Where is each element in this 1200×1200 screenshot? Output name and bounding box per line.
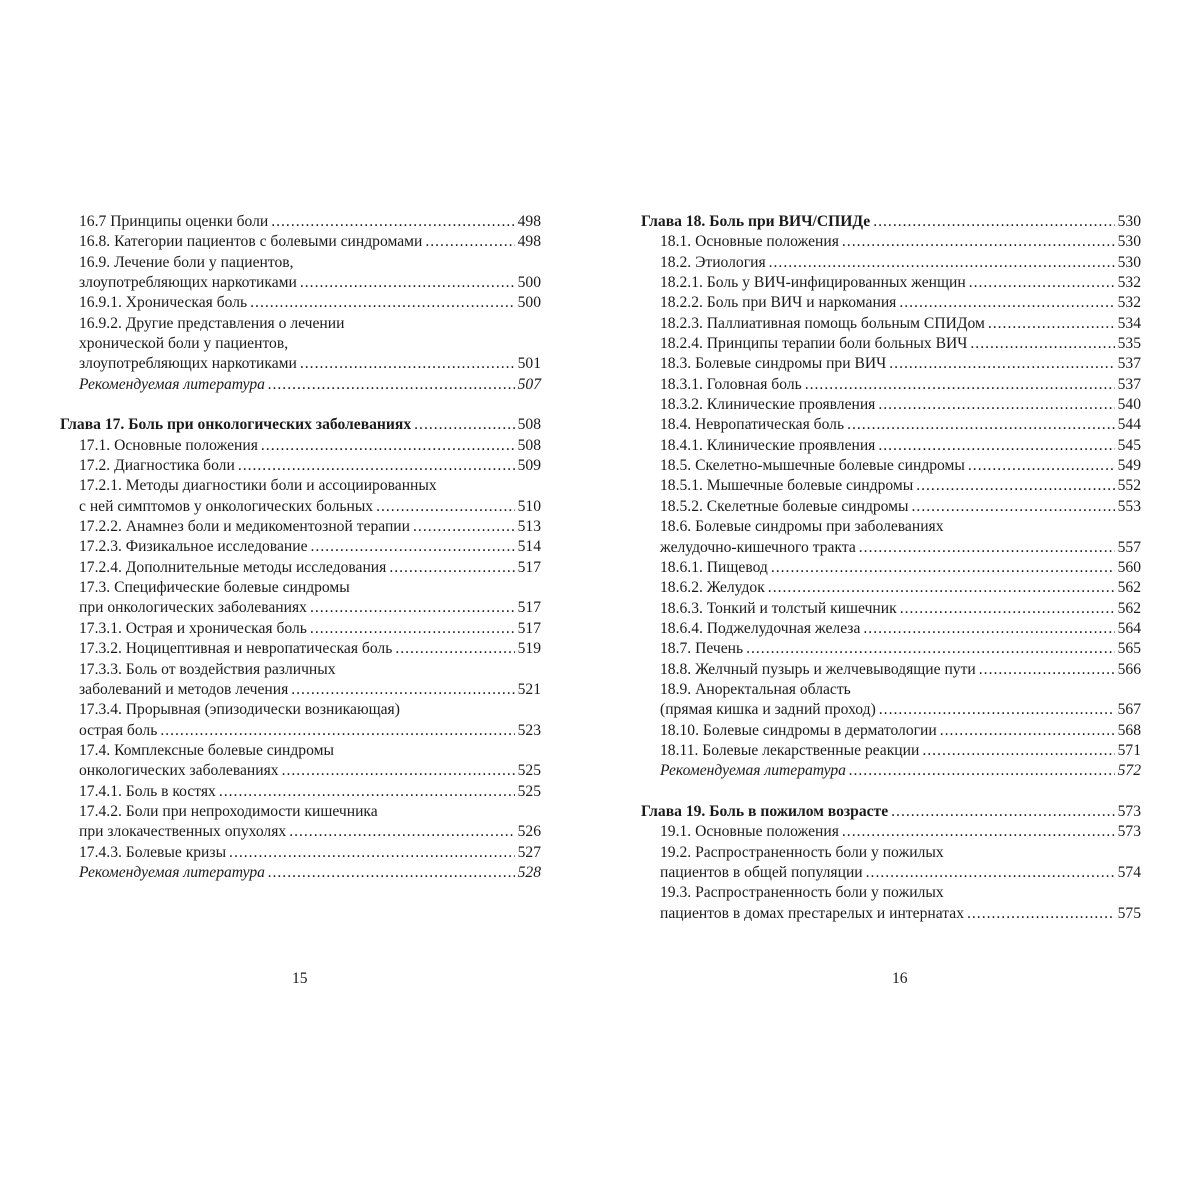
toc-entry-title: 18.2.4. Принципы терапии боли больных ВИЧ bbox=[660, 335, 968, 353]
dot-leader bbox=[968, 456, 1115, 476]
toc-entry-title: 18.5.2. Скелетные болевые синдромы bbox=[660, 497, 909, 515]
toc-page-number: 567 bbox=[1117, 701, 1141, 719]
toc-entry-title: онкологических заболеваниях bbox=[79, 762, 279, 780]
toc-entry bbox=[660, 354, 1141, 374]
toc-page-number: 565 bbox=[1117, 640, 1141, 658]
dot-leader bbox=[916, 476, 1114, 496]
toc-entry-line bbox=[660, 700, 1141, 720]
toc-entry-line bbox=[660, 456, 1141, 476]
toc-page-number: 519 bbox=[517, 640, 541, 658]
toc-entry-title: при злокачественных опухолях bbox=[79, 823, 287, 841]
dot-leader bbox=[967, 904, 1115, 924]
dot-leader bbox=[219, 782, 515, 802]
toc-page-number: 514 bbox=[517, 538, 541, 556]
toc-page-number: 557 bbox=[1117, 538, 1141, 556]
toc-entry-line bbox=[79, 354, 541, 374]
toc-entry bbox=[660, 293, 1141, 313]
toc-entry bbox=[79, 802, 541, 843]
toc-page-number: 575 bbox=[1117, 904, 1141, 922]
toc-page-number: 562 bbox=[1117, 599, 1141, 617]
toc-chapter-entry bbox=[60, 415, 541, 435]
toc-entry-title: заболеваний и методов лечения bbox=[79, 680, 289, 698]
dot-leader bbox=[229, 843, 515, 863]
toc-entry bbox=[660, 761, 1141, 781]
toc-page-number: 540 bbox=[1117, 396, 1141, 414]
toc-entry-title-line: 19.3. Распространенность боли у пожилых bbox=[660, 884, 944, 902]
dot-leader bbox=[900, 599, 1115, 619]
dot-leader bbox=[289, 822, 514, 842]
toc-entry-title: с ней симптомов у онкологических больных bbox=[79, 497, 374, 515]
toc-entry-line bbox=[660, 476, 1141, 496]
toc-entry bbox=[79, 782, 541, 802]
toc-page-number: 535 bbox=[1117, 335, 1141, 353]
toc-entry bbox=[79, 517, 541, 537]
toc-entry bbox=[660, 558, 1141, 578]
toc-entry-title: 18.3.2. Клинические проявления bbox=[660, 396, 876, 414]
toc-entry-line bbox=[60, 415, 541, 435]
toc-page-number: 573 bbox=[1117, 802, 1141, 820]
toc-page-number: 571 bbox=[1117, 741, 1141, 759]
toc-entry-line bbox=[79, 232, 541, 252]
toc-entry bbox=[79, 212, 541, 232]
toc-entry-title-line: 17.4.2. Боли при непроходимости кишечника bbox=[79, 802, 378, 820]
toc-entry-title: 17.2. Диагностика боли bbox=[79, 457, 235, 475]
toc-page-number: 530 bbox=[1117, 253, 1141, 271]
toc-page-number: 562 bbox=[1117, 579, 1141, 597]
toc-page-number: 498 bbox=[517, 213, 541, 230]
toc-entry-line bbox=[79, 456, 541, 476]
toc-entry-line bbox=[79, 598, 541, 618]
toc-page-number: 537 bbox=[1117, 355, 1141, 373]
toc-entry-title: 18.2.2. Боль при ВИЧ и наркомания bbox=[660, 294, 897, 312]
toc-entry-title: 18.10. Болевые синдромы в дерматологии bbox=[660, 721, 937, 739]
toc-page-number: 530 bbox=[1117, 233, 1141, 251]
dot-leader bbox=[261, 436, 515, 456]
toc-entry-line bbox=[660, 538, 1141, 558]
toc-entry-line bbox=[660, 721, 1141, 741]
toc-entry bbox=[660, 741, 1141, 761]
toc-entry bbox=[660, 497, 1141, 517]
toc-entry-line bbox=[660, 293, 1141, 313]
toc-page-number: 517 bbox=[517, 599, 541, 617]
toc-entry bbox=[79, 537, 541, 557]
toc-page-number: 523 bbox=[517, 721, 541, 739]
toc-entry bbox=[79, 639, 541, 659]
toc-entry bbox=[79, 558, 541, 578]
toc-entry bbox=[660, 660, 1141, 680]
toc-page-number: 500 bbox=[517, 274, 541, 292]
toc-entry bbox=[660, 599, 1141, 619]
toc-entry-title: 18.3. Болевые синдромы при ВИЧ bbox=[660, 355, 887, 373]
toc-entry-title: 18.2.1. Боль у ВИЧ-инфицированных женщин bbox=[660, 274, 966, 292]
dot-leader bbox=[271, 212, 514, 232]
toc-entry-line bbox=[79, 558, 541, 578]
toc-entry-line bbox=[79, 680, 541, 700]
toc-entry bbox=[660, 273, 1141, 293]
toc-entry-title: Глава 18. Боль при ВИЧ/СПИДе bbox=[641, 213, 871, 230]
toc-entry bbox=[79, 436, 541, 456]
dot-leader bbox=[300, 273, 515, 293]
toc-entry-title: 16.9.1. Хроническая боль bbox=[79, 294, 248, 312]
toc-entry bbox=[660, 314, 1141, 334]
toc-entry bbox=[79, 293, 541, 313]
toc-entry bbox=[79, 476, 541, 517]
dot-leader bbox=[866, 863, 1115, 883]
toc-entry-title-line: 17.4. Комплексные болевые синдромы bbox=[79, 741, 334, 759]
toc-entry-line bbox=[660, 904, 1141, 924]
section-gap bbox=[79, 395, 541, 415]
toc-entry-line bbox=[660, 741, 1141, 761]
toc-page-number: 527 bbox=[517, 843, 541, 861]
toc-entry-title: 18.4.1. Клинические проявления bbox=[660, 436, 876, 454]
toc-page-number: 549 bbox=[1117, 457, 1141, 475]
toc-page-number: 513 bbox=[517, 518, 541, 536]
toc-entry-title-line: 17.3. Специфические болевые синдромы bbox=[79, 579, 350, 597]
page-number-right: 16 bbox=[892, 970, 908, 987]
toc-entry bbox=[660, 456, 1141, 476]
toc-entry-title-line: 17.2.1. Методы диагностики боли и ассоциированных bbox=[79, 477, 437, 495]
toc-entry bbox=[660, 680, 1141, 721]
toc-entry bbox=[660, 436, 1141, 456]
toc-page-number: 525 bbox=[517, 782, 541, 800]
toc-entry-line bbox=[660, 375, 1141, 395]
toc-entry-line bbox=[79, 619, 541, 639]
toc-entry-title-line: 16.9.2. Другие представления о лечении bbox=[79, 314, 345, 332]
toc-entry-line bbox=[660, 761, 1141, 781]
toc-page-number: 526 bbox=[517, 823, 541, 841]
toc-entry-line bbox=[660, 436, 1141, 456]
toc-entry-title: 16.8. Категории пациентов с болевыми синдромами bbox=[79, 233, 423, 251]
toc-entry bbox=[660, 517, 1141, 558]
toc-entry-line bbox=[660, 660, 1141, 680]
toc-page-number: 534 bbox=[1117, 314, 1141, 332]
dot-leader bbox=[922, 741, 1114, 761]
dot-leader bbox=[268, 863, 515, 883]
toc-entry bbox=[660, 843, 1141, 884]
toc-entry-title: 18.3.1. Головная боль bbox=[660, 375, 802, 393]
toc-page-number: 532 bbox=[1117, 294, 1141, 312]
dot-leader bbox=[291, 680, 514, 700]
toc-entry bbox=[660, 253, 1141, 273]
toc-entry-title: желудочно-кишечного тракта bbox=[660, 538, 856, 556]
dot-leader bbox=[238, 456, 515, 476]
dot-leader bbox=[849, 761, 1115, 781]
toc-page-number: 553 bbox=[1117, 497, 1141, 515]
toc-entry bbox=[79, 619, 541, 639]
toc-entry bbox=[660, 721, 1141, 741]
toc-page-number: 528 bbox=[517, 863, 541, 881]
toc-entry bbox=[660, 822, 1141, 842]
toc-entry bbox=[660, 639, 1141, 659]
toc-entry bbox=[79, 314, 541, 375]
toc-entry bbox=[660, 578, 1141, 598]
dot-leader bbox=[979, 660, 1115, 680]
dot-leader bbox=[160, 721, 514, 741]
toc-entry-title-line: 17.3.4. Прорывная (эпизодически возникающая) bbox=[79, 701, 400, 719]
dot-leader bbox=[414, 415, 514, 435]
toc-entry-line bbox=[660, 273, 1141, 293]
dot-leader bbox=[988, 314, 1115, 334]
dot-leader bbox=[912, 497, 1115, 517]
toc-entry-line bbox=[79, 822, 541, 842]
toc-entry-line bbox=[660, 497, 1141, 517]
toc-entry-line bbox=[79, 761, 541, 781]
right-page bbox=[641, 212, 1141, 924]
toc-entry-title: 18.6.1. Пищевод bbox=[660, 558, 768, 576]
toc-entry-line bbox=[660, 639, 1141, 659]
toc-entry-title-line: 18.6. Болевые синдромы при заболеваниях bbox=[660, 518, 944, 536]
dot-leader bbox=[940, 721, 1115, 741]
toc-entry-title: злоупотребляющих наркотиками bbox=[79, 355, 297, 373]
toc-entry-title: 16.7 Принципы оценки боли bbox=[79, 213, 269, 230]
toc-page-number: 500 bbox=[517, 294, 541, 312]
toc-entry-title: 19.1. Основные положения bbox=[660, 823, 839, 841]
toc-entry-title: 17.3.2. Ноцицептивная и невропатическая боль bbox=[79, 640, 393, 658]
dot-leader bbox=[300, 354, 515, 374]
toc-entry bbox=[660, 476, 1141, 496]
toc-entry-title-line: 17.3.3. Боль от воздействия различных bbox=[79, 660, 336, 678]
toc-entry bbox=[79, 578, 541, 619]
dot-leader bbox=[879, 700, 1115, 720]
toc-page-number: 552 bbox=[1117, 477, 1141, 495]
dot-leader bbox=[746, 639, 1115, 659]
toc-entry-line bbox=[660, 558, 1141, 578]
toc-entry-line bbox=[660, 619, 1141, 639]
toc-entry-title: 17.4.1. Боль в костях bbox=[79, 782, 216, 800]
dot-leader bbox=[425, 232, 514, 252]
toc-entry bbox=[79, 741, 541, 782]
dot-leader bbox=[311, 537, 515, 557]
toc-page-number: 517 bbox=[517, 619, 541, 637]
dot-leader bbox=[768, 578, 1115, 598]
dot-leader bbox=[970, 334, 1114, 354]
toc-entry bbox=[660, 415, 1141, 435]
toc-entry bbox=[660, 395, 1141, 415]
toc-entry-title: 17.2.4. Дополнительные методы исследования bbox=[79, 558, 387, 576]
toc-entry-line bbox=[79, 782, 541, 802]
dot-leader bbox=[847, 415, 1115, 435]
dot-leader bbox=[395, 639, 514, 659]
dot-leader bbox=[863, 619, 1114, 639]
toc-entry-line bbox=[660, 863, 1141, 883]
toc-entry-title: 18.5. Скелетно-мышечные болевые синдромы bbox=[660, 457, 965, 475]
toc-entry-line bbox=[79, 497, 541, 517]
toc-entry-line bbox=[79, 537, 541, 557]
toc-entry-line bbox=[660, 314, 1141, 334]
dot-leader bbox=[771, 558, 1115, 578]
toc-page-number: 545 bbox=[1117, 436, 1141, 454]
dot-leader bbox=[769, 253, 1115, 273]
toc-entry-line bbox=[79, 293, 541, 313]
toc-entry-title: 18.8. Желчный пузырь и желчевыводящие пути bbox=[660, 660, 976, 678]
toc-entry-title: 18.6.4. Поджелудочная железа bbox=[660, 619, 861, 637]
toc-page-number: 574 bbox=[1117, 863, 1141, 881]
toc-entry-line bbox=[641, 212, 1141, 232]
toc-page-number: 537 bbox=[1117, 375, 1141, 393]
dot-leader bbox=[805, 375, 1115, 395]
toc-entry-title-line: хронической боли у пациентов, bbox=[79, 335, 289, 353]
toc-entry-title: Рекомендуемая литература bbox=[79, 863, 265, 881]
toc-entry bbox=[79, 232, 541, 252]
toc-entry-title: Глава 19. Боль в пожилом возрасте bbox=[641, 802, 889, 820]
toc-entry bbox=[79, 700, 541, 741]
toc-chapter-entry bbox=[641, 212, 1141, 232]
toc-entry-line bbox=[660, 395, 1141, 415]
dot-leader bbox=[878, 395, 1114, 415]
toc-entry-title: 17.2.2. Анамнез боли и медикоментозной терапии bbox=[79, 518, 411, 536]
toc-entry bbox=[660, 232, 1141, 252]
toc-entry-title-line: 18.9. Аноректальная область bbox=[660, 680, 851, 698]
toc-page-number: 564 bbox=[1117, 619, 1141, 637]
toc-entry-title: 18.2. Этиология bbox=[660, 253, 766, 271]
toc-entry-line bbox=[660, 334, 1141, 354]
toc-chapter-entry bbox=[641, 802, 1141, 822]
toc-entry-title: 18.4. Невропатическая боль bbox=[660, 416, 845, 434]
toc-entry-line bbox=[660, 232, 1141, 252]
dot-leader bbox=[878, 436, 1114, 456]
toc-entry-title: (прямая кишка и задний проход) bbox=[660, 701, 876, 719]
toc-entry-title-line: 19.2. Распространенность боли у пожилых bbox=[660, 843, 944, 861]
dot-leader bbox=[376, 497, 515, 517]
toc-entry bbox=[660, 619, 1141, 639]
toc-page-number: 532 bbox=[1117, 274, 1141, 292]
toc-entry-title-line: 16.9. Лечение боли у пациентов, bbox=[79, 253, 294, 271]
toc-entry-line bbox=[79, 863, 541, 883]
toc-entry-title: пациентов в общей популяции bbox=[660, 863, 863, 881]
toc-page-number: 498 bbox=[517, 233, 541, 251]
toc-entry bbox=[79, 843, 541, 863]
toc-page-number: 501 bbox=[517, 355, 541, 373]
toc-page-number: 572 bbox=[1117, 762, 1141, 780]
dot-leader bbox=[282, 761, 515, 781]
toc-page-number: 544 bbox=[1117, 416, 1141, 434]
toc-entry bbox=[79, 660, 541, 701]
dot-leader bbox=[889, 354, 1114, 374]
toc-entry-line bbox=[660, 253, 1141, 273]
toc-entry-title: 18.6.3. Тонкий и толстый кишечник bbox=[660, 599, 897, 617]
dot-leader bbox=[873, 212, 1114, 232]
toc-entry-title: острая боль bbox=[79, 721, 158, 739]
toc-page-number: 568 bbox=[1117, 721, 1141, 739]
toc-page-number: 560 bbox=[1117, 558, 1141, 576]
toc-entry-line bbox=[79, 436, 541, 456]
toc-entry-title: 17.4.3. Болевые кризы bbox=[79, 843, 227, 861]
toc-entry-title: 17.1. Основные положения bbox=[79, 436, 258, 454]
toc-entry bbox=[660, 375, 1141, 395]
toc-entry-title: 18.1. Основные положения bbox=[660, 233, 839, 251]
toc-entry-line bbox=[79, 721, 541, 741]
toc-entry bbox=[79, 375, 541, 395]
toc-entry-title: при онкологических заболеваниях bbox=[79, 599, 307, 617]
toc-entry-title: злоупотребляющих наркотиками bbox=[79, 274, 297, 292]
toc-page-number: 573 bbox=[1117, 823, 1141, 841]
toc-page-number: 525 bbox=[517, 762, 541, 780]
toc-entry-line bbox=[79, 375, 541, 395]
toc-page-number: 508 bbox=[517, 416, 541, 434]
toc-entry-title: 18.5.1. Мышечные болевые синдромы bbox=[660, 477, 914, 495]
toc-entry-title: Глава 17. Боль при онкологических заболеваниях bbox=[60, 416, 412, 434]
page-number-left: 15 bbox=[292, 970, 308, 987]
toc-entry-title: 18.2.3. Паллиативная помощь больным СПИДом bbox=[660, 314, 985, 332]
dot-leader bbox=[842, 822, 1115, 842]
toc-entry-title: 18.7. Печень bbox=[660, 640, 744, 658]
toc-page-number: 508 bbox=[517, 436, 541, 454]
toc-entry-title: пациентов в домах престарелых и интернатах bbox=[660, 904, 964, 922]
toc-page-number: 509 bbox=[517, 457, 541, 475]
toc-entry-line bbox=[641, 802, 1141, 822]
toc-entry-title: 17.2.3. Физикальное исследование bbox=[79, 538, 308, 556]
dot-leader bbox=[268, 375, 515, 395]
toc-entry-title: 18.11. Болевые лекарственные реакции bbox=[660, 741, 920, 759]
toc-entry-title: Рекомендуемая литература bbox=[660, 762, 846, 780]
dot-leader bbox=[310, 619, 515, 639]
dot-leader bbox=[250, 293, 514, 313]
section-gap bbox=[660, 782, 1141, 802]
toc-entry-line bbox=[79, 843, 541, 863]
toc-entry-line bbox=[660, 354, 1141, 374]
dot-leader bbox=[389, 558, 514, 578]
toc-page-number: 566 bbox=[1117, 660, 1141, 678]
toc-entry-line bbox=[660, 415, 1141, 435]
dot-leader bbox=[842, 232, 1115, 252]
toc-page-number: 510 bbox=[517, 497, 541, 515]
toc-entry-line bbox=[79, 639, 541, 659]
dot-leader bbox=[413, 517, 515, 537]
toc-page-number: 521 bbox=[517, 680, 541, 698]
toc-entry-title: 17.3.1. Острая и хроническая боль bbox=[79, 619, 307, 637]
toc-entry-title: Рекомендуемая литература bbox=[79, 375, 265, 393]
toc-page-number: 530 bbox=[1117, 213, 1141, 230]
toc-entry-line bbox=[79, 517, 541, 537]
toc-entry-line bbox=[660, 599, 1141, 619]
toc-entry-line bbox=[79, 212, 541, 232]
toc-page-number: 507 bbox=[517, 375, 541, 393]
toc-entry bbox=[79, 253, 541, 294]
toc-entry-line bbox=[660, 822, 1141, 842]
toc-entry bbox=[660, 883, 1141, 924]
toc-entry-line bbox=[79, 273, 541, 293]
toc-entry bbox=[79, 456, 541, 476]
dot-leader bbox=[891, 802, 1114, 822]
toc-entry bbox=[660, 334, 1141, 354]
left-page bbox=[60, 212, 541, 883]
toc-entry-line bbox=[660, 578, 1141, 598]
dot-leader bbox=[969, 273, 1115, 293]
dot-leader bbox=[859, 538, 1115, 558]
dot-leader bbox=[899, 293, 1114, 313]
toc-entry bbox=[79, 863, 541, 883]
toc-entry-title: 18.6.2. Желудок bbox=[660, 579, 765, 597]
toc-page-number: 517 bbox=[517, 558, 541, 576]
dot-leader bbox=[310, 598, 515, 618]
